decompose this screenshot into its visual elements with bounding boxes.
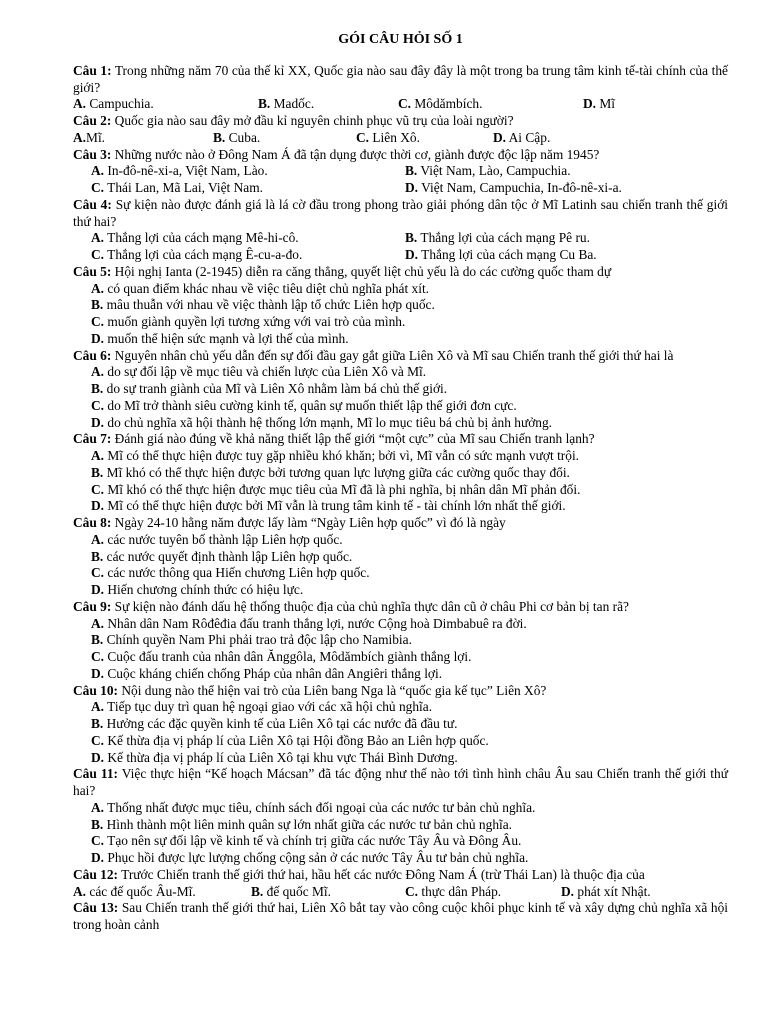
option-d: D. Thắng lợi của cách mạng Cu Ba. (405, 247, 597, 262)
question-4-options-row1 (73, 230, 728, 247)
option-d: D. Mĩ (583, 96, 616, 112)
option-c: C. thực dân Pháp. (405, 883, 502, 899)
option-d: D. Ai Cập. (493, 129, 551, 145)
question-4: Câu 4: Sự kiện nào được đánh giá là lá cờ đầu trong phong trào giải phóng dân tộc ở Mĩ Latinh sau chiến tranh thế giới thứ hai? (73, 196, 728, 229)
option-c: C. Tạo nên sự đối lập về kinh tế và chính trị giữa các nước Tây Âu và Đông Âu. (91, 833, 522, 849)
option-a: A. Mĩ có thể thực hiện được tuy gặp nhiều khó khăn; bởi vì, Mĩ vẫn có sức mạnh vượt trội. (91, 448, 580, 463)
option-c: C. Môdămbích. (398, 96, 483, 112)
option-a: A.Mĩ. (73, 129, 106, 145)
question-1: Câu 1: Trong những năm 70 của thế kỉ XX, Quốc gia nào sau đây đây là một trong ba trung tâm kinh tế-tài chính của thế giới? (73, 62, 728, 95)
option-b: B. Chính quyền Nam Phi phải trao trả độc lập cho Namibia. (91, 632, 412, 648)
option-a: A. do sự đối lập về mục tiêu và chiến lược của Liên Xô và Mĩ. (91, 364, 427, 380)
option-b: B. do sự tranh giành của Mĩ và Liên Xô nhằm làm bá chủ thế giới. (91, 381, 448, 396)
option-b: B. Hưởng các đặc quyền kinh tế của Liên Xô tại các nước đã đầu tư. (91, 716, 458, 731)
option-d: D. Kế thừa địa vị pháp lí của Liên Xô tại khu vực Thái Bình Dương. (91, 749, 458, 765)
option-a: A. Thống nhất được mục tiêu, chính sách đối ngoại của các nước tư bản chủ nghĩa. (91, 799, 536, 815)
question-11: Câu 11: Việc thực hiện “Kế hoạch Mácsan” đã tác động như thế nào tới tình hình châu Âu sau Chiến tranh thế giới thứ hai? (73, 766, 728, 798)
option-a: A. Tiếp tục duy trì quan hệ ngoại giao với các xã hội chủ nghĩa. (91, 699, 433, 715)
question-1-options (73, 96, 728, 113)
option-c: C. Mĩ khó có thể thực hiện được mục tiêu của Mĩ đã là phi nghĩa, bị nhân dân Mĩ phản đối. (91, 481, 581, 497)
option-c: C. muốn giành quyền lợi tương xứng với vai trò của mình. (91, 314, 406, 329)
option-c: C. Liên Xô. (356, 129, 420, 145)
option-a: A. có quan điểm khác nhau về việc tiêu diệt chủ nghĩa phát xít. (91, 280, 430, 296)
question-3-options-row1 (73, 163, 728, 180)
option-a: A. các nước tuyên bố thành lập Liên hợp quốc. (91, 531, 343, 547)
question-12-options (73, 884, 728, 901)
question-10: Câu 10: Nội dung nào thể hiện vai trò của Liên bang Nga là “quốc gia kế tục” Liên Xô? (73, 682, 547, 698)
option-d: D. Việt Nam, Campuchia, In-đô-nê-xi-a. (405, 180, 622, 195)
option-b: B. Hình thành một liên minh quân sự lớn nhất giữa các nước tư bản chủ nghĩa. (91, 816, 513, 832)
option-b: B. đế quốc Mĩ. (251, 883, 331, 899)
option-d: D. Mĩ có thể thực hiện được bởi Mĩ vẫn là trung tâm kinh tế - tài chính lớn nhất thế giới. (91, 498, 566, 514)
option-a: A. các đế quốc Âu-Mĩ. (73, 883, 196, 899)
option-c: C. Thái Lan, Mã Lai, Việt Nam. (91, 180, 264, 195)
question-12: Câu 12: Trước Chiến tranh thế giới thứ hai, hầu hết các nước Đông Nam Á (trừ Thái Lan) là thuộc địa của (73, 866, 645, 882)
option-d: D. muốn thể hiện sức mạnh và lợi thế của mình. (91, 330, 349, 346)
question-2: Câu 2: Quốc gia nào sau đây mở đầu kỉ nguyên chinh phục vũ trụ của loài người? (73, 113, 514, 128)
option-d: D. Cuộc kháng chiến chống Pháp của nhân dân Angiêri thắng lợi. (91, 665, 443, 681)
option-b: B. Mĩ khó có thể thực hiện được bởi tương quan lực lượng giữa các cường quốc thay đổi. (91, 464, 570, 480)
question-2-options (73, 130, 728, 147)
option-d: D. Hiến chương chính thức có hiệu lực. (91, 582, 304, 597)
option-b: B. các nước quyết định thành lập Liên hợp quốc. (91, 548, 353, 564)
option-d: D. do chủ nghĩa xã hội thành hệ thống lớn mạnh, Mĩ lo mục tiêu bá chủ bị ảnh hưởng. (91, 414, 553, 430)
question-9: Câu 9: Sự kiện nào đánh dấu hệ thống thuộc địa của chủ nghĩa thực dân cũ ở châu Phi cơ bản bị tan rã? (73, 598, 629, 614)
question-6: Câu 6: Nguyên nhân chủ yếu dẫn đến sự đối đầu gay gắt giữa Liên Xô và Mĩ sau Chiến tranh thế giới thứ hai là (73, 347, 674, 363)
option-c: C. Thắng lợi của cách mạng Ê-cu-a-đo. (91, 247, 303, 262)
option-b: B. Thắng lợi của cách mạng Pê ru. (405, 230, 590, 246)
option-b: B. Madốc. (258, 96, 315, 112)
option-c: C. Cuộc đấu tranh của nhân dân Ănggôla, Môdămbích giành thắng lợi. (91, 649, 472, 664)
question-3-options-row2 (73, 180, 728, 197)
document-title: GÓI CÂU HỎI SỐ 1 (338, 32, 463, 47)
option-c: C. Kế thừa địa vị pháp lí của Liên Xô tại Hội đồng Bảo an Liên hợp quốc. (91, 732, 489, 748)
option-a: A. Nhân dân Nam Rôđêđia đấu tranh thắng lợi, nước Cộng hoà Dimbabuê ra đời. (91, 615, 527, 631)
option-b: B. Cuba. (213, 129, 261, 145)
option-d: D. Phục hồi được lực lượng chống cộng sản ở các nước Tây Âu tư bản chủ nghĩa. (91, 850, 529, 865)
option-b: B. Việt Nam, Lào, Campuchia. (405, 163, 571, 179)
question-4-options-row2 (73, 247, 728, 264)
question-7: Câu 7: Đánh giá nào đúng về khả năng thiết lập thế giới “một cực” của Mĩ sau Chiến tranh lạnh? (73, 431, 595, 447)
option-c: C. do Mĩ trở thành siêu cường kinh tế, quân sự muốn thiết lập thế giới đơn cực. (91, 397, 517, 413)
question-5: Câu 5: Hội nghị Ianta (2-1945) diễn ra căng thẳng, quyết liệt chủ yếu là do các cường quốc tham dự (73, 263, 612, 279)
question-8: Câu 8: Ngày 24-10 hằng năm được lấy làm “Ngày Liên hợp quốc” vì đó là ngày (73, 515, 506, 530)
question-13: Câu 13: Sau Chiến tranh thế giới thứ hai, Liên Xô bắt tay vào công cuộc khôi phục kinh tế và xây dựng chủ nghĩa xã hội trong hoàn cảnh (73, 900, 729, 932)
option-a: A. Thắng lợi của cách mạng Mê-hi-cô. (91, 230, 299, 246)
option-d: D. phát xít Nhật. (561, 883, 651, 899)
option-a: A. Campuchia. (73, 96, 154, 112)
option-c: C. các nước thông qua Hiến chương Liên hợp quốc. (91, 565, 370, 581)
option-b: B. mâu thuẫn với nhau về việc thành lập tổ chức Liên hợp quốc. (91, 297, 435, 313)
question-3: Câu 3: Những nước nào ở Đông Nam Á đã tận dụng được thời cơ, giành được độc lập năm 1945? (73, 146, 600, 162)
option-a: A. In-đô-nê-xi-a, Việt Nam, Lào. (91, 163, 268, 179)
